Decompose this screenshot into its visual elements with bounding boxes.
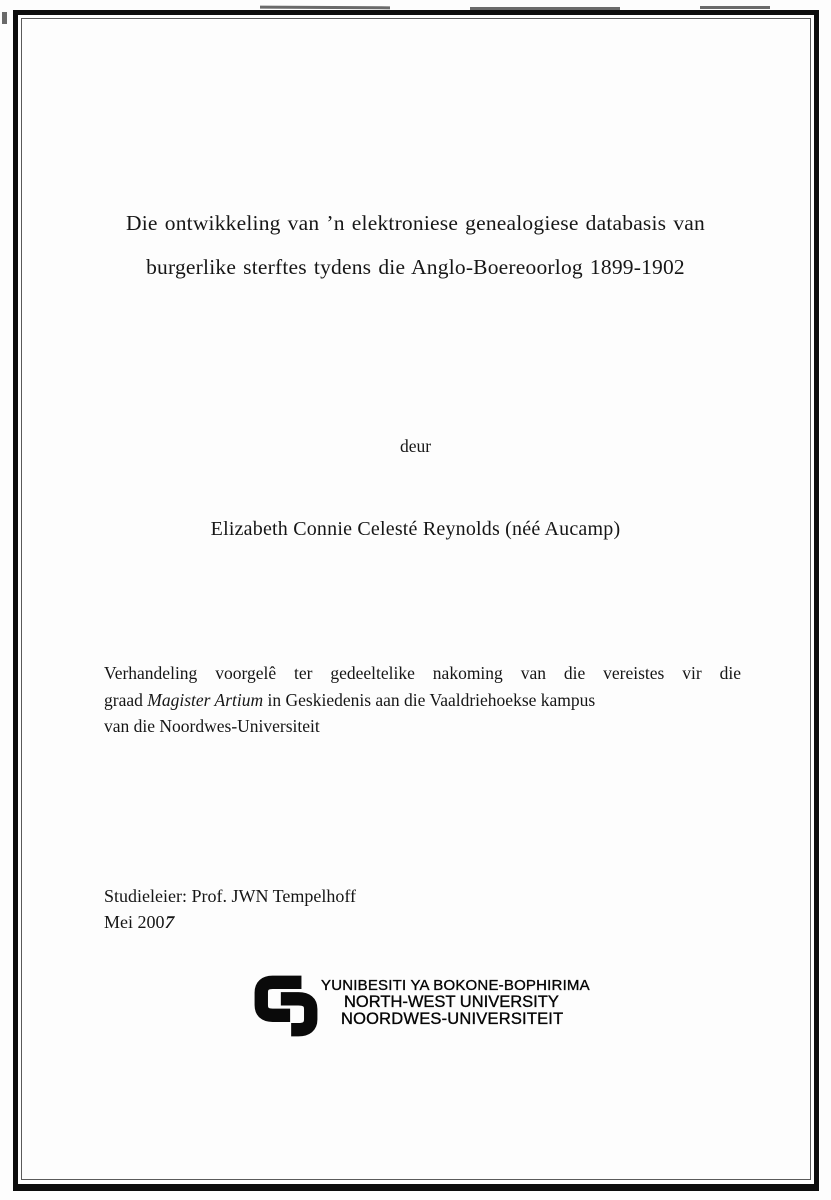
submission-statement — [104, 660, 741, 740]
scan-artifact — [260, 6, 390, 10]
thesis-title-line1: Die ontwikkeling van ’n elektroniese genealogiese databasis van — [126, 211, 705, 235]
supervisor-block — [104, 883, 356, 935]
date-final-digit: 7 — [162, 912, 176, 932]
date-line — [104, 909, 356, 935]
degree-name: Magister Artium — [147, 689, 264, 710]
university-logo — [254, 969, 590, 1039]
submission-line1: Verhandeling voorgelê ter gedeeltelike nakoming van die vereistes vir die — [104, 663, 741, 683]
scan-artifact — [700, 6, 770, 9]
submission-line2-prefix: graad — [104, 689, 148, 710]
byline-label: deur — [399, 436, 432, 456]
author-name: Elizabeth Connie Celesté Reynolds (néé Aucamp) — [210, 518, 621, 540]
submission-line2-suffix: in Geskiedenis aan die Vaaldriehoekse kampus — [263, 689, 596, 710]
submission-line3: van die Noordwes-Universiteit — [104, 716, 320, 736]
nwu-chain-logo-icon — [254, 971, 318, 1039]
university-logo-text — [321, 969, 590, 1028]
submission-line2 — [104, 687, 741, 714]
logo-name-afrikaans: NOORDWES-UNIVERSITEIT — [341, 1010, 564, 1028]
supervisor-line: Studieleier: Prof. JWN Tempelhoff — [104, 886, 357, 906]
date-text: Mei 200 — [104, 912, 165, 932]
logo-name-english: NORTH-WEST UNIVERSITY — [344, 993, 559, 1011]
thesis-title-line2: burgerlike sterftes tydens die Anglo-Boereoorlog 1899-1902 — [146, 254, 685, 279]
logo-name-setswana: YUNIBESITI YA BOKONE-BOPHIRIMA — [321, 977, 590, 994]
scan-artifact — [2, 12, 7, 24]
thesis-title — [55, 202, 776, 289]
